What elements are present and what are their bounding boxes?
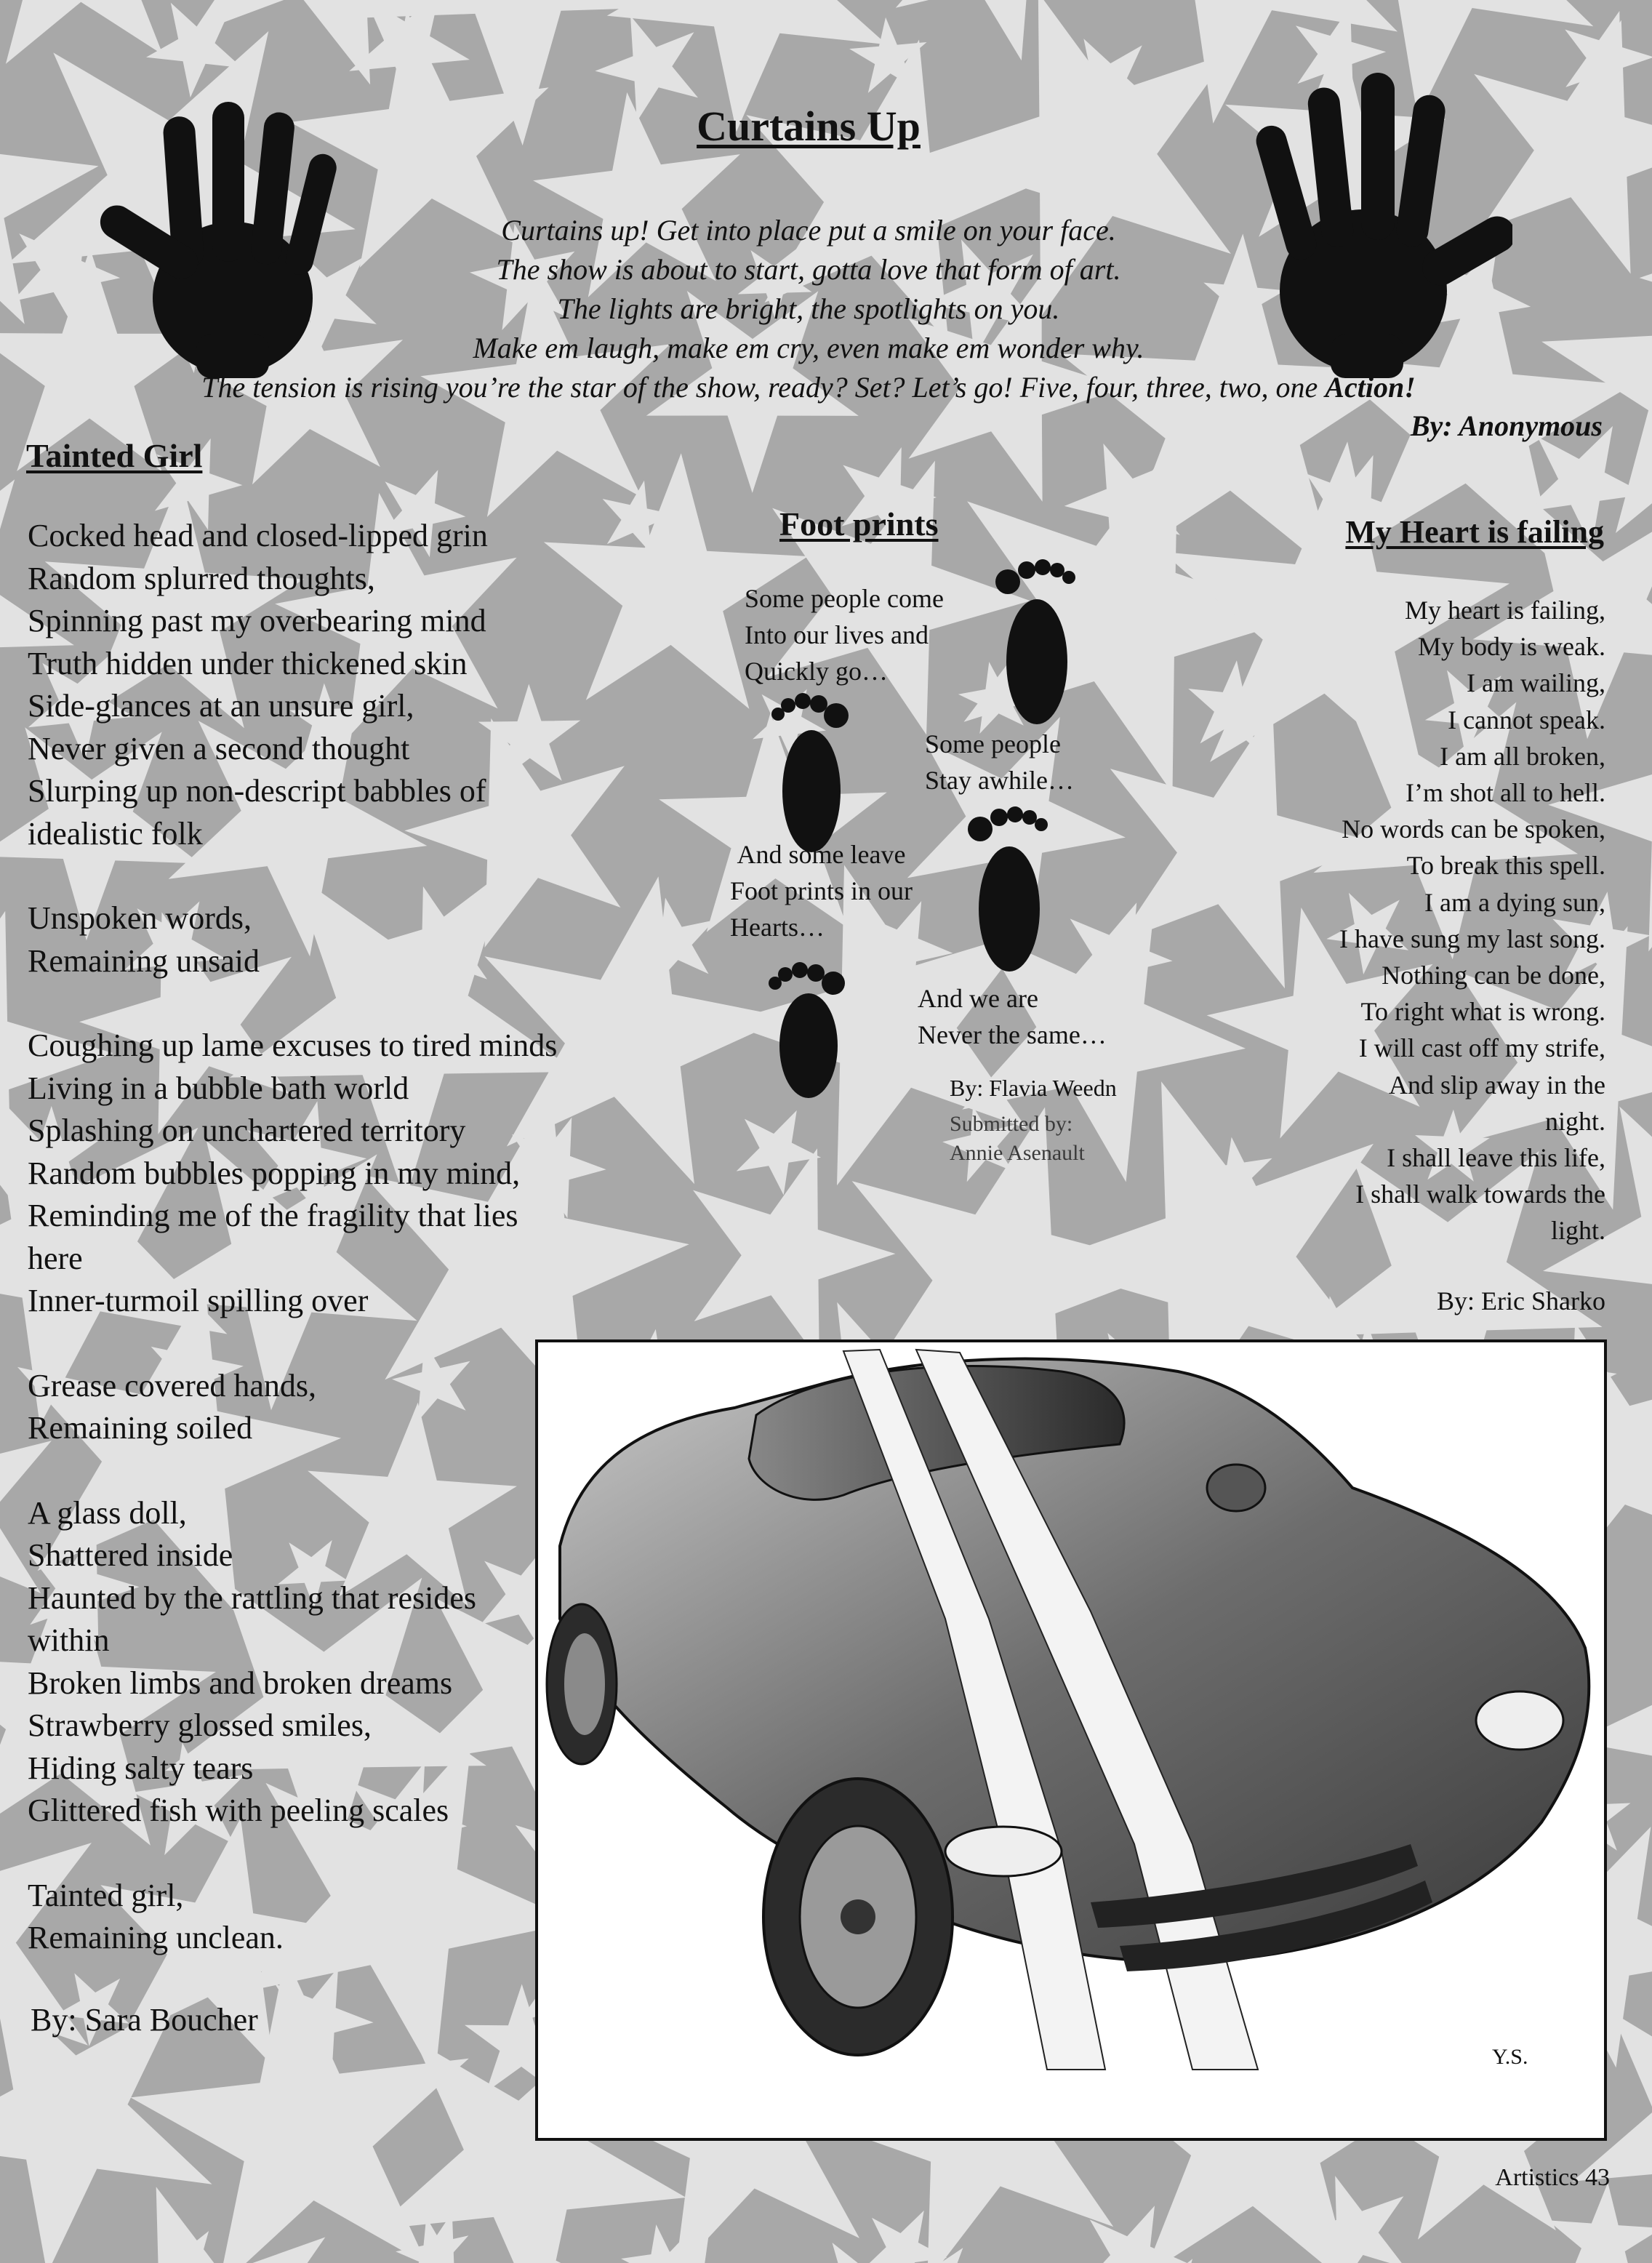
poem-line: Random splurred thoughts,: [28, 560, 375, 596]
poem-line: The lights are bright, the spotlights on you.: [557, 292, 1060, 325]
footprint-icon: [766, 958, 854, 1104]
tainted-girl-author: By: Sara Boucher: [31, 2002, 258, 2038]
drawing-credit: Y.S.: [1492, 2045, 1528, 2069]
poem-line: I am a dying sun,: [1424, 887, 1605, 917]
poem-line: I’m shot all to hell.: [1406, 778, 1605, 808]
poem-line: To right what is wrong.: [1360, 997, 1605, 1027]
foot-prints-stanza: Some people come Into our lives and Quickly go…: [745, 584, 944, 686]
poem-line: Inner-turmoil spilling over: [28, 1283, 369, 1318]
poem-line: My body is weak.: [1418, 632, 1605, 662]
poem-line: A glass doll,: [28, 1494, 187, 1531]
poem-line: Never given a second thought: [28, 730, 410, 766]
poem-line: Splashing on unchartered territory: [28, 1113, 466, 1148]
foot-prints-stanza: Some people Stay awhile…: [925, 729, 1074, 795]
footprint-icon: [964, 800, 1051, 974]
poem-line: I cannot speak.: [1448, 705, 1605, 734]
poem-line: The tension is rising you’re the star of the show, ready? Set? Let’s go! Five, four, three, two, one Action!: [201, 371, 1416, 404]
poem-line: Reminding me of the fragility that lies: [28, 1198, 518, 1233]
poem-stanza: [28, 1025, 653, 1323]
curtains-up-author: By: Anonymous: [1410, 409, 1603, 442]
foot-prints-author: By: Flavia Weedn: [950, 1075, 1117, 1101]
poem-line: Curtains up! Get into place put a smile on your face.: [501, 214, 1116, 247]
poem-line: My heart is failing,: [1405, 596, 1605, 625]
foot-prints-stanza: And some leave Foot prints in our Hearts…: [730, 840, 913, 942]
poem-line: I have sung my last song.: [1339, 924, 1605, 953]
curtains-up-title: Curtains Up: [697, 103, 921, 150]
poem-line: Cocked head and closed-lipped grin: [28, 518, 488, 553]
poem-line: Slurping up non-descript babbles of: [28, 773, 486, 809]
curtains-up-poem: [44, 211, 1573, 407]
poem-line: Haunted by the rattling that resides: [28, 1579, 477, 1616]
poem-line: I shall leave this life,: [1387, 1143, 1605, 1173]
poem-stanza: [28, 515, 653, 855]
poem-line: Remaining unclean.: [28, 1920, 284, 1955]
my-heart-poem: [1339, 592, 1605, 1249]
poem-line: Random bubbles popping in my mind,: [28, 1155, 521, 1191]
poem-line: Strawberry glossed smiles,: [28, 1707, 372, 1743]
poem-line: To break this spell.: [1406, 851, 1605, 881]
poem-line: The show is about to start, gotta love that form of art.: [496, 253, 1121, 286]
poem-line: Nothing can be done,: [1382, 961, 1605, 990]
poem-line: I am all broken,: [1440, 741, 1605, 771]
poem-line: Coughing up lame excuses to tired minds: [28, 1028, 558, 1063]
poem-line: Living in a bubble bath world: [28, 1070, 409, 1106]
poem-stanza: [28, 897, 653, 982]
poem-line: idealistic folk: [28, 815, 203, 852]
poem-line: Truth hidden under thickened skin: [28, 645, 468, 681]
poem-line: Glittered fish with peeling scales: [28, 1793, 449, 1828]
poem-line: Tainted girl,: [28, 1877, 184, 1913]
poem-line: Shattered inside: [28, 1537, 233, 1573]
poem-line: And slip away in the: [1389, 1070, 1605, 1100]
poem-line: Hiding salty tears: [28, 1750, 254, 1786]
poem-line: light.: [1550, 1216, 1605, 1246]
poem-line: Unspoken words,: [28, 900, 252, 936]
poem-line: I am wailing,: [1467, 668, 1605, 698]
poem-line: Remaining unsaid: [28, 942, 260, 979]
footprint-icon: [769, 689, 857, 857]
poem-line: I will cast off my strife,: [1358, 1033, 1605, 1063]
poem-line: Spinning past my overbearing mind: [28, 603, 486, 638]
tainted-girl-title: Tainted Girl: [26, 437, 203, 474]
foot-prints-submitted-by: Submitted by: Annie Asenault: [950, 1112, 1085, 1165]
poem-line: Side-glances at an unsure girl,: [28, 688, 414, 724]
my-heart-title: My Heart is failing: [1345, 514, 1604, 550]
poem-line: I shall walk towards the: [1355, 1179, 1605, 1209]
foot-prints-title: Foot prints: [779, 505, 939, 542]
action-word: Action!: [1325, 371, 1416, 404]
poem-line: No words can be spoken,: [1342, 814, 1605, 844]
footprint-icon: [992, 553, 1079, 727]
sports-car-illustration: [538, 1342, 1604, 2138]
car-drawing: [535, 1339, 1607, 2141]
my-heart-author: By: Eric Sharko: [1437, 1286, 1605, 1315]
poem-line: Remaining soiled: [28, 1410, 253, 1446]
page-footer: Artistics 43: [1495, 2164, 1610, 2191]
poem-line: Make em laugh, make em cry, even make em wonder why.: [473, 332, 1144, 364]
poem-line: within: [28, 1622, 110, 1658]
poem-line: night.: [1544, 1106, 1605, 1136]
poem-line: Grease covered hands,: [28, 1367, 317, 1403]
poem-line: Broken limbs and broken dreams: [28, 1665, 453, 1701]
foot-prints-stanza: And we are Never the same…: [918, 984, 1107, 1049]
poem-line: here: [28, 1240, 83, 1276]
